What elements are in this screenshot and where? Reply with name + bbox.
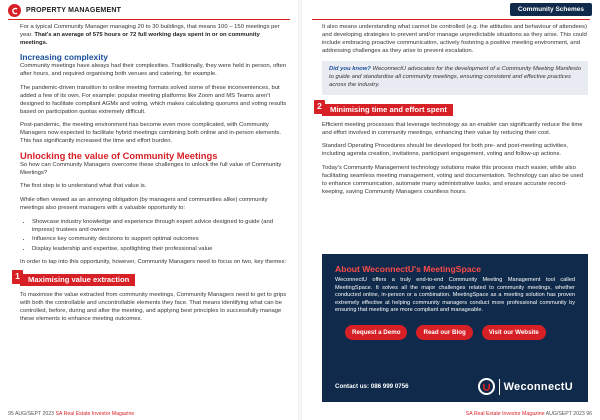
heading-unlocking-value: Unlocking the value of Community Meetings <box>20 149 218 161</box>
logo-divider <box>499 379 500 395</box>
callout-lead: Did you know? <box>329 66 371 73</box>
list-item: • Display leadership and expertise, spotlighting their professional value <box>32 246 288 254</box>
paragraph: In order to tap into this opportunity, however, Community Managers need to focus on two, key themes: <box>20 259 287 266</box>
paragraph: It also means understanding what cannot be controlled (e.g. the attitudes and behaviour of attendees) and developing strategies to prevent and/or manage unpredictable situations as they arise. This could include embracing proactive communication, actively fostering a positive meeting environment, and addressing challenges as they arise to prevent escalation. <box>322 24 587 54</box>
paragraph: So how can Community Managers overcome these challenges to unlock the full value of Community Meetings? <box>20 161 282 176</box>
read-blog-button[interactable]: Read our Blog <box>416 325 472 340</box>
section-header <box>8 4 121 17</box>
section-label: PROPERTY MANAGEMENT <box>26 7 122 14</box>
promo-body: WeconnectU offers a truly end-to-end Community Meeting Management tool called MeetingSpace. It solves all the major challenges related to community meetings, whether conducted online, in-person or a combination. MeetingSpace as a meeting solution has proven extremely effective at helping community managers conduct more professional community by ensuring that meeting are more compliant and manageable. <box>335 277 575 314</box>
number-badge: 2 <box>314 100 325 114</box>
heading-maximising-value: Maximising value extraction <box>20 274 135 286</box>
did-you-know-callout <box>322 61 588 94</box>
magazine-name: SA Real Estate Investor Magazine <box>465 411 545 417</box>
right-column <box>317 24 588 202</box>
visit-website-button[interactable]: Visit our Website <box>482 325 546 340</box>
contact-phone: Contact us: 086 999 0756 <box>335 383 409 390</box>
magazine-name: SA Real Estate Investor Magazine <box>55 411 135 417</box>
numbered-heading-1 <box>15 271 288 287</box>
intro-text: For a typical Community Manager managing 20 to 30 buildings, that means 100 – 150 meetings per year. <box>20 24 280 38</box>
paragraph: The pandemic-driven transition to online meeting formats solved some of these inconveniences, but added a few of its own. For example: popular meeting platforms like Zoom and MS Teams aren't designed to facilitate compliant AGMs and voting, which makes calculating quorums and voting results based on participation quotas extremely difficult. <box>20 85 287 115</box>
paragraph: To maximise the value extracted from community meetings, Community Managers need to get to grips with both the controllable and uncontrollable elements they face. That means identifying what can be controlled, before, during and after the meeting, and applying best principles to successfully manage these elements to enhance meeting outcomes. <box>20 292 287 322</box>
value-bullet-list <box>32 219 288 254</box>
callout-text: WeconnectU advocates for the development of a Community Meeting Manifesto to guide and standardise all community meetings, ensuring consistent and effective practices across the industry. <box>329 66 581 89</box>
header-divider <box>8 19 290 20</box>
brand-name: WeconnectU <box>503 380 573 393</box>
list-item: • Influence key community decisions to support optimal outcomes <box>32 236 288 244</box>
intro-paragraph <box>20 24 288 48</box>
left-footer <box>8 411 134 417</box>
header-divider <box>312 19 590 20</box>
weconnectu-logo-icon <box>478 378 495 395</box>
paragraph: Community meetings have always had their complexities. Traditionally, they were held in person, often after hours, and required organising both venues and catering, for example. <box>20 63 287 78</box>
page-number: 95 <box>8 411 14 417</box>
issue-date: AUG/SEPT 2023 <box>14 411 55 417</box>
list-item: • Showcase industry knowledge and experience through expert advice designed to guide (and impress) trustees and owners <box>32 219 288 235</box>
number-badge: 1 <box>12 270 23 284</box>
right-footer <box>466 411 592 417</box>
heading-minimising-time: Minimising time and effort spent <box>322 104 453 116</box>
paragraph: Today's Community Management technology solutions make this process much easier, while also facilitating seamless meeting management, voting and documentation. Technology can also be used to enhance communication, automate many administrative tasks, and ensure accurate record-keeping, saving Community Managers countless hours. <box>322 165 584 195</box>
issue-date: AUG/SEPT 2023 <box>545 411 585 417</box>
promo-title: About WeconnectU's MeetingSpace <box>335 264 482 274</box>
weconnectu-logo <box>478 378 573 395</box>
magazine-logo-icon <box>8 4 21 17</box>
heading-increasing-complexity: Increasing complexity <box>20 51 108 62</box>
paragraph: Post-pandemic, the meeting environment has become even more complicated, with Community Managers now expected to facilitate hybrid meetings combining both online and in-person elements. This has significantly increased the time and effort burden. <box>20 122 281 145</box>
section-tag: Community Schemes <box>510 3 592 16</box>
intro-highlight: That's an average of 575 hours or 72 full working days spent in or on community meetings. <box>20 31 260 46</box>
page-number: 96 <box>586 411 592 417</box>
request-demo-button[interactable]: Request a Demo <box>345 325 407 340</box>
paragraph: The first step is to understand what that value is. <box>20 183 147 190</box>
paragraph: While often viewed as an annoying obligation (by managers and communities alike) community meetings also present managers with a valuable opportunity to: <box>20 197 268 212</box>
numbered-heading-2 <box>317 100 588 117</box>
paragraph: Standard Operating Procedures should be developed for both pre- and post-meeting activities, including agenda creation, invitations, participant engagement, voting and follow-up actions. <box>322 143 568 158</box>
paragraph: Efficient meeting processes that leverage technology as an enabler can significantly reduce the time and effort involved in community meetings, enhancing their value by reducing their cost. <box>322 121 583 136</box>
promo-buttons <box>335 325 575 340</box>
left-column <box>15 24 288 330</box>
meetingspace-promo-box <box>322 254 588 402</box>
